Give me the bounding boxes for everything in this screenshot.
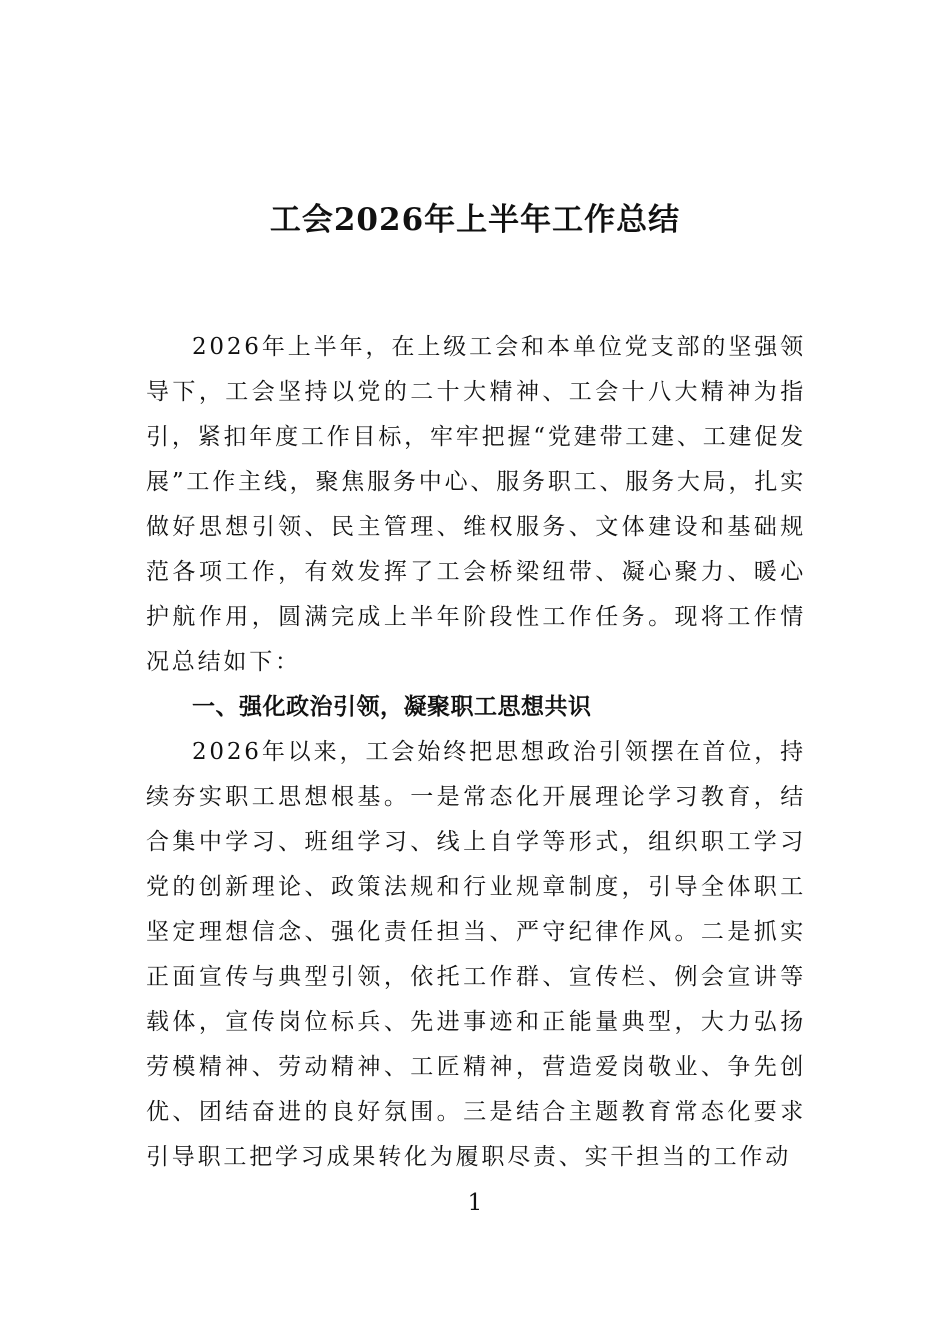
section-heading: 一、强化政治引领，凝聚职工思想共识 (192, 694, 592, 720)
document-body (146, 325, 806, 1180)
intro-paragraph: 2026年上半年，在上级工会和本单位党支部的坚强领导下，工会坚持以党的二十大精神、工会十八大精神为指引，紧扣年度工作目标，牢牢把握“党建带工建、工建促发展”工作主线，聚焦服务中心、服务职工、服务大局，扎实做好思想引领、民主管理、维权服务、文体建设和基础规范各项工作，有效发挥了工会桥梁纽带、凝心聚力、暖心护航作用，圆满完成上半年阶段性工作任务。现将工作情况总结如下： (146, 334, 806, 675)
section-1-paragraph: 2026年以来，工会始终把思想政治引领摆在首位，持续夯实职工思想根基。一是常态化开展理论学习教育，结合集中学习、班组学习、线上自学等形式，组织职工学习党的创新理论、政策法规和行业规章制度，引导全体职工坚定理想信念、强化责任担当、严守纪律作风。二是抓实正面宣传与典型引领，依托工作群、宣传栏、例会宣讲等载体，宣传岗位标兵、先进事迹和正能量典型，大力弘扬劳模精神、劳动精神、工匠精神，营造爱岗敬业、争先创优、团结奋进的良好氛围。三是结合主题教育常态化要求引导职工把学习成果转化为履职尽责、实干担当的工作动 (146, 739, 806, 1170)
document-title: 工会2026年上半年工作总结 (269, 202, 681, 238)
page-number: 1 (467, 1190, 483, 1216)
